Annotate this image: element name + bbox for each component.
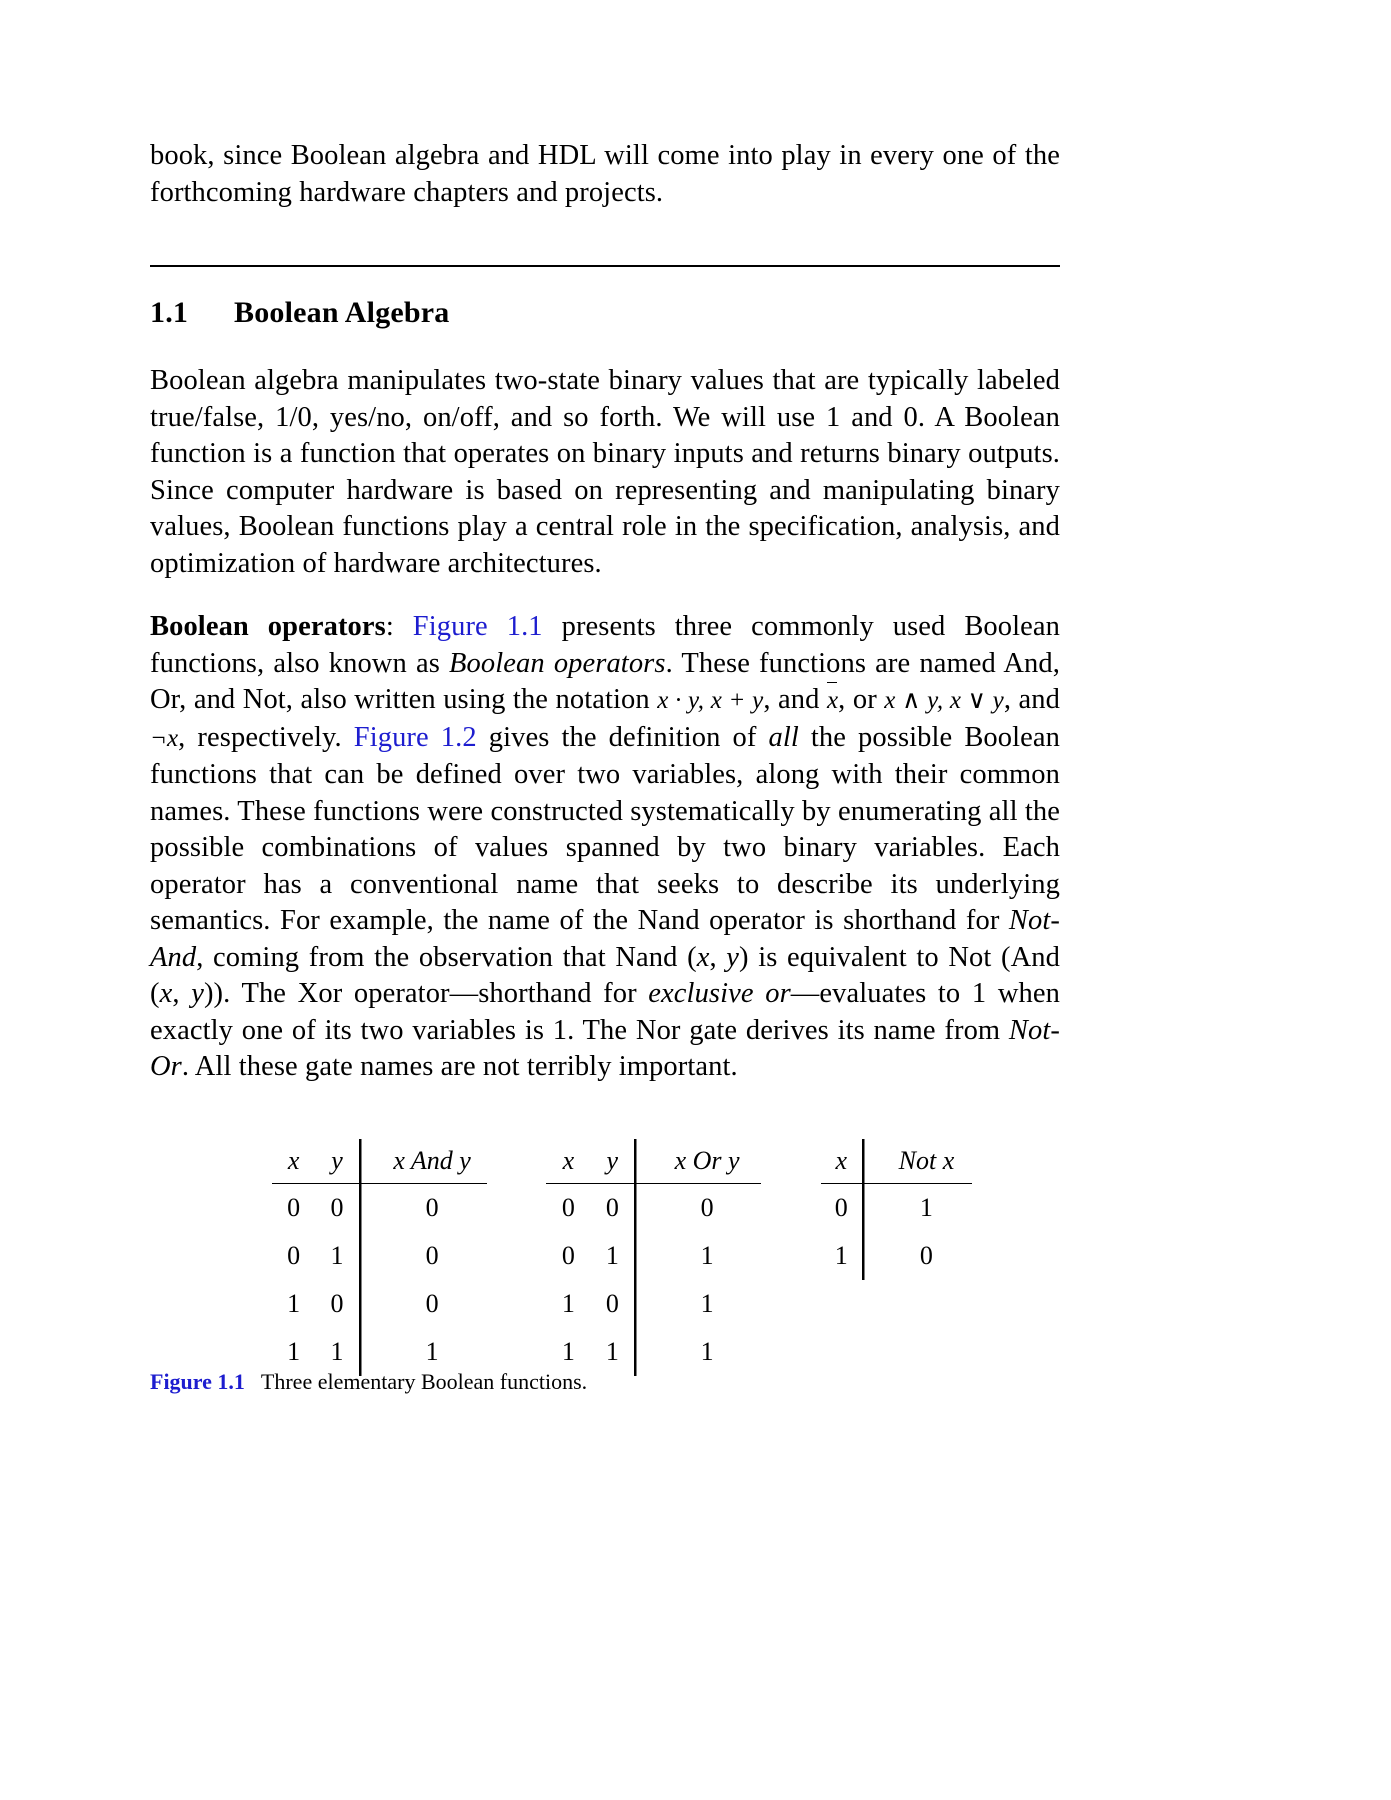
cell-result: 0: [359, 1280, 486, 1328]
table-row: [272, 1280, 487, 1328]
intro-paragraph: book, since Boolean algebra and HDL will come into play in every one of the forthcoming hardware chapters and projects.: [150, 140, 1060, 208]
cell-result: 0: [359, 1232, 486, 1280]
table-row: [821, 1232, 972, 1280]
table-header-row: [272, 1139, 487, 1184]
boolean-operators-lead: Boolean operators: [150, 611, 386, 642]
text-run: the possible Boolean functions that can be defined over two variables, along with their common names. These functions were constructed systematically by enumerating all the possible combinations of values spanned by two binary variables. Each operator has a conventional name that seeks to describe its underlying semantics. For example, the name of the Nand operator is shorthand for: [150, 721, 1060, 936]
emphasis-exclusive-or: exclusive or: [648, 978, 791, 1009]
cell-x: 0: [834, 1193, 848, 1222]
cell-y: 0: [330, 1193, 344, 1222]
body-paragraph-1: Boolean algebra manipulates two-state binary values that are typically labeled true/false, 1/0, yes/no, on/off, and so forth. We will use 1 and 0. A Boolean function is a function that operates on binary inputs and returns binary outputs. Since computer hardware is based on representing and manipulating binary values, Boolean functions play a central role in the specification, analysis, and optimization of hardware architectures.: [150, 365, 1060, 579]
cell-y: 0: [605, 1289, 619, 1318]
text-run: . These functions are named And, Or, and Not, also written using the notation: [150, 647, 1060, 715]
cell-x: 1: [287, 1337, 301, 1366]
math-logic-and-or-notation: x ∧ y, x ∨ y: [884, 687, 1004, 714]
variable-x: x: [696, 941, 710, 973]
section-title: Boolean Algebra: [234, 296, 450, 329]
text-run: , respectively.: [178, 721, 354, 753]
cell-x: 0: [561, 1193, 575, 1222]
column-header-y: y: [331, 1146, 343, 1175]
spacer: [150, 211, 1060, 265]
text-run: , and: [763, 684, 827, 715]
section-number: 1.1: [150, 296, 189, 329]
spacer: [150, 582, 1060, 609]
cell-result: 0: [862, 1232, 972, 1280]
truth-tables-figure: [272, 1139, 972, 1376]
cell-y: 1: [605, 1241, 619, 1270]
cell-result: 1: [862, 1184, 972, 1232]
column-header-x-or-y: x Or y: [635, 1139, 761, 1184]
text-run: , or: [838, 684, 885, 715]
column-header-x-and-y: x And y: [359, 1139, 486, 1184]
cell-x: 0: [287, 1241, 301, 1270]
section-heading: [150, 267, 1060, 330]
text-run: . All these gate names are not terribly important.: [181, 1051, 738, 1082]
cell-y: 0: [605, 1193, 619, 1222]
figure-1-1-link[interactable]: Figure 1.1: [412, 611, 543, 642]
table-row: [546, 1232, 761, 1280]
cell-result: 0: [635, 1184, 761, 1232]
text-run: ,: [172, 978, 192, 1009]
figure-caption-text: Three elementary Boolean functions.: [260, 1369, 588, 1394]
cell-x: 1: [287, 1289, 301, 1318]
text-run: , coming from the observation that Nand (: [196, 941, 697, 973]
column-header-x: x: [835, 1146, 848, 1175]
text-run: , and: [1003, 684, 1061, 715]
math-negation-notation: ¬x: [150, 724, 179, 752]
text-run: ) is equivalent to Not (And (: [150, 941, 1060, 1009]
cell-x: 1: [561, 1289, 575, 1318]
column-header-not-x: Not x: [862, 1139, 972, 1184]
body-paragraph-2: [150, 609, 1060, 1086]
table-row: [821, 1184, 972, 1232]
variable-y: y: [191, 978, 204, 1009]
table-row: [546, 1280, 761, 1328]
emphasis-all: all: [768, 721, 799, 753]
cell-result: 0: [359, 1184, 486, 1232]
math-not-overbar-notation: x: [827, 683, 838, 720]
column-header-x: x: [562, 1146, 575, 1175]
cell-y: 0: [330, 1289, 344, 1318]
variable-x: x: [159, 978, 173, 1009]
text-run: gives the definition of: [476, 721, 769, 753]
text-run: )). The Xor operator—shorthand for: [203, 978, 649, 1009]
table-header-row: [546, 1139, 761, 1184]
column-header-y: y: [606, 1146, 619, 1175]
cell-x: 0: [561, 1241, 575, 1270]
cell-x: 1: [834, 1241, 848, 1270]
table-row: [272, 1232, 487, 1280]
emphasis-boolean-operators: Boolean operators: [449, 647, 666, 679]
spacer: [150, 330, 1060, 363]
text-run: ,: [697, 687, 711, 714]
table-header-row: [821, 1139, 972, 1184]
figure-1-2-link[interactable]: Figure 1.2: [353, 721, 477, 753]
text-run: —evaluates to 1 when exactly one of its two variables is 1. The Nor gate derives its name from: [150, 978, 1060, 1046]
not-truth-table: [821, 1139, 972, 1280]
cell-y: 1: [605, 1337, 619, 1366]
cell-y: 1: [330, 1241, 344, 1270]
page-content: [150, 138, 1060, 1086]
text-run: :: [385, 611, 413, 642]
variable-y: y: [726, 941, 740, 973]
cell-result: 1: [635, 1280, 761, 1328]
table-row: [272, 1184, 487, 1232]
text-run: presents three commonly used Boolean functions, also known as: [150, 611, 1060, 679]
figure-caption-label[interactable]: Figure 1.1: [150, 1369, 245, 1394]
text-run: ,: [709, 941, 727, 973]
math-or-notation: x + y: [710, 687, 764, 714]
or-truth-table: [546, 1139, 761, 1376]
cell-result: 1: [359, 1328, 486, 1376]
cell-y: 1: [330, 1337, 344, 1366]
and-truth-table: [272, 1139, 487, 1376]
cell-x: 0: [287, 1193, 301, 1222]
cell-result: 1: [635, 1232, 761, 1280]
math-and-notation: x · y: [657, 687, 698, 714]
table-row: [546, 1184, 761, 1232]
cell-x: 1: [561, 1337, 575, 1366]
figure-caption: [150, 1368, 587, 1396]
emphasis-not-or: Not-Or: [150, 1014, 1060, 1082]
cell-result: 1: [635, 1328, 761, 1376]
column-header-x: x: [287, 1146, 300, 1175]
emphasis-not-and: Not-And: [150, 905, 1060, 973]
